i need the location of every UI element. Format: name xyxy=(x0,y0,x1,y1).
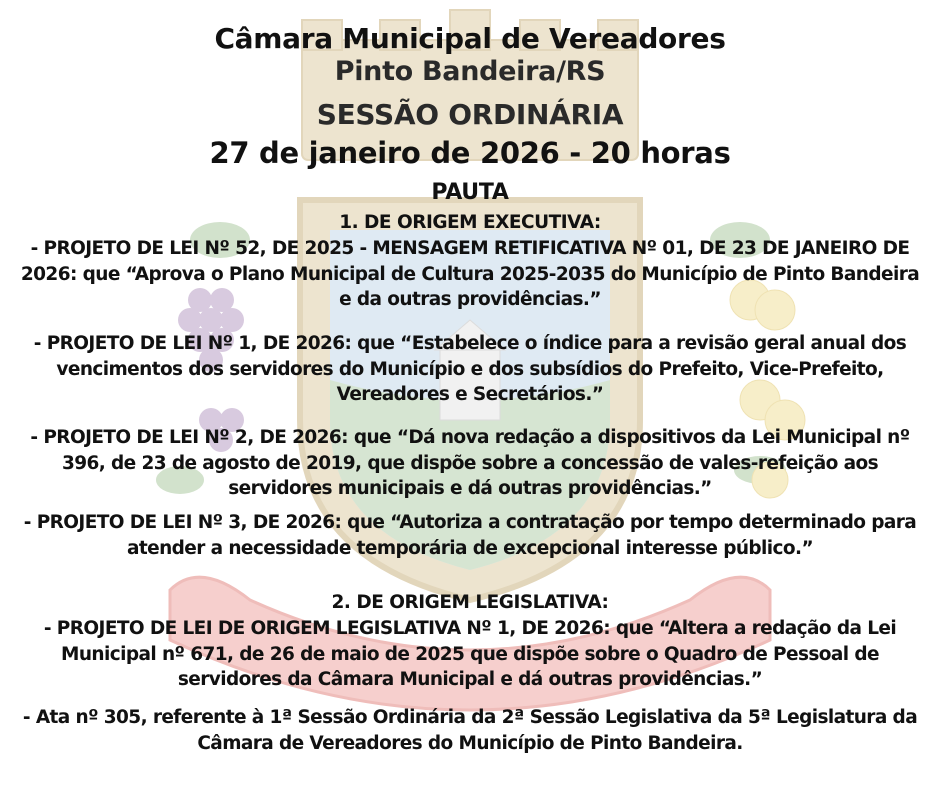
section-executive-title: 1. DE ORIGEM EXECUTIVA: xyxy=(339,212,601,233)
agenda-title: PAUTA xyxy=(431,180,509,205)
agenda-item: - Ata nº 305, referente à 1ª Sessão Ordinária da 2ª Sessão Legislativa da 5ª Legislatura da Câmara de Vereadores do Município de Pinto Bandeira. xyxy=(22,707,918,754)
agenda-item: - PROJETO DE LEI Nº 1, DE 2026: que “Estabelece o índice para a revisão geral anual dos vencimentos dos servidores do Município e dos subsídios do Prefeito, Vice-Prefeito, Vereadores e Secretários.” xyxy=(33,333,907,405)
session-type: SESSÃO ORDINÁRIA xyxy=(316,98,624,131)
section-legislative-title: 2. DE ORIGEM LEGISLATIVA: xyxy=(331,592,609,613)
agenda-item: - PROJETO DE LEI Nº 2, DE 2026: que “Dá nova redação a dispositivos da Lei Municipal nº 396, de 23 de agosto de 2019, que dispõe sobre a concessão de vales-refeição aos servidores municipais e dá outras providências.” xyxy=(30,427,910,499)
chamber-name: Câmara Municipal de Vereadores xyxy=(214,22,726,55)
agenda-item: - PROJETO DE LEI Nº 52, DE 2025 - MENSAGEM RETIFICATIVA Nº 01, DE 23 DE JANEIRO DE 2026: que “Aprova o Plano Municipal de Cultura 2025-2035 do Município de Pinto Bandeira e da outras providências.” xyxy=(20,238,920,310)
agenda-item: - PROJETO DE LEI Nº 3, DE 2026: que “Autoriza a contratação por tempo determinado para atender a necessidade temporária de excepcional interesse público.” xyxy=(23,512,917,559)
session-date: 27 de janeiro de 2026 - 20 horas xyxy=(209,136,731,170)
city-name: Pinto Bandeira/RS xyxy=(334,56,606,87)
agenda-item: - PROJETO DE LEI DE ORIGEM LEGISLATIVA Nº 1, DE 2026: que “Altera a redação da Lei Municipal nº 671, de 26 de maio de 2025 que dispõe sobre o Quadro de Pessoal de servidores da Câmara Municipal e dá outras providências.” xyxy=(43,618,897,690)
